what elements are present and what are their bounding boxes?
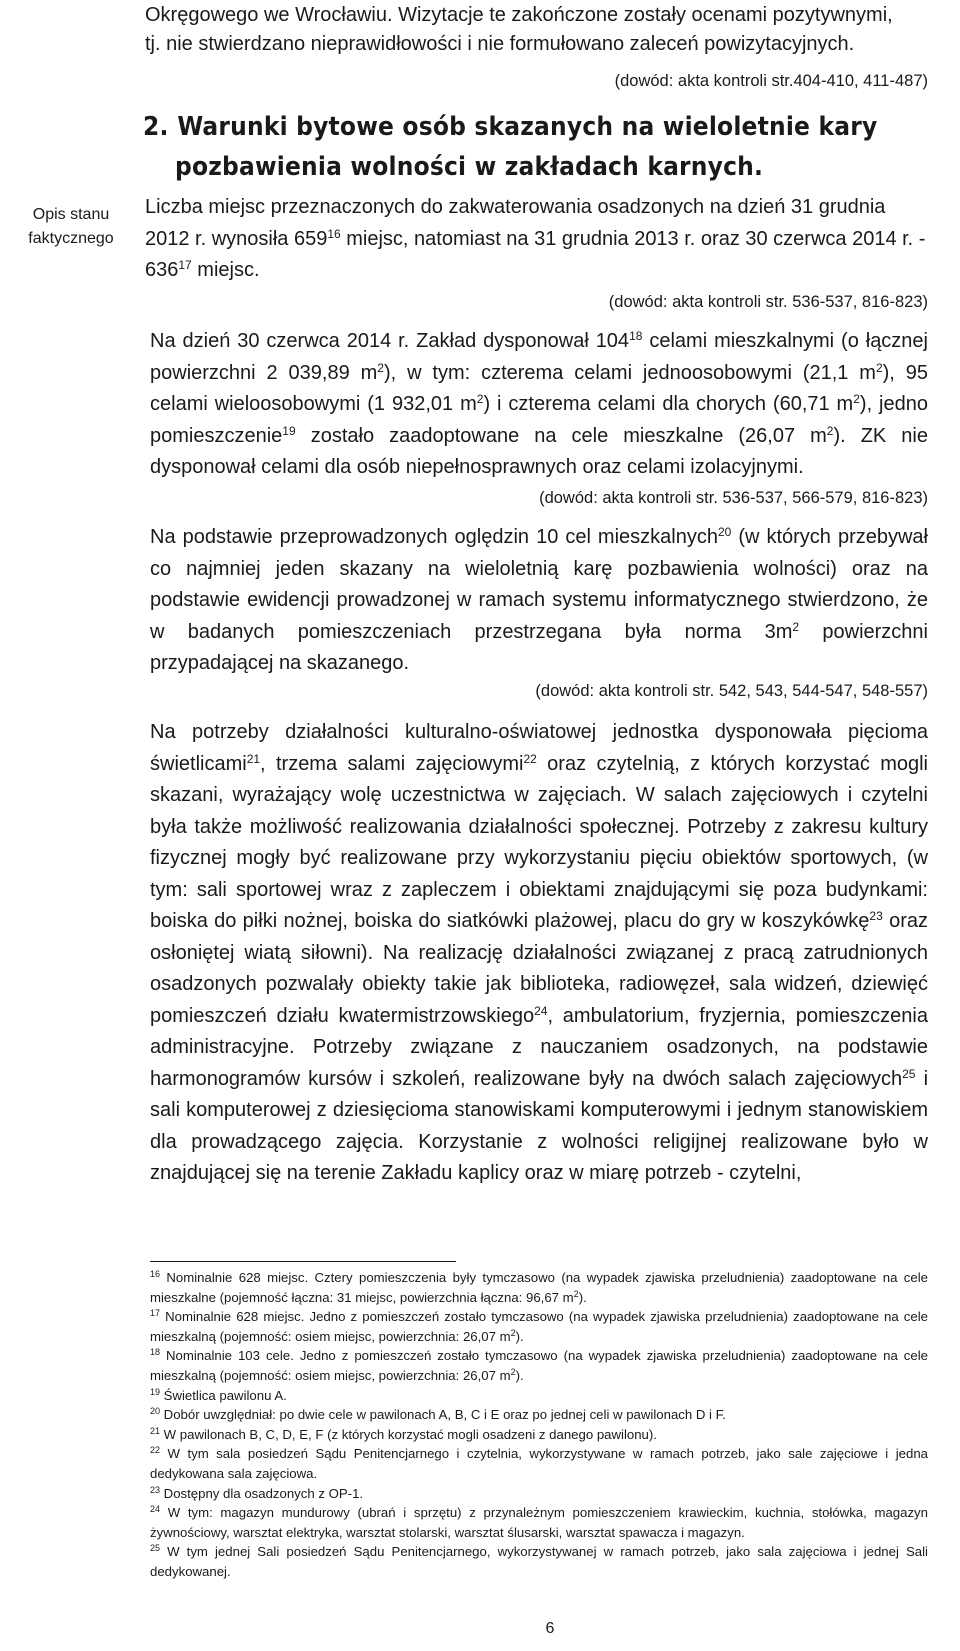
footnote-tail: ). xyxy=(578,1289,587,1305)
footnote-text: Dostępny dla osadzonych z OP-1. xyxy=(160,1485,364,1501)
footnote xyxy=(150,1444,928,1483)
p2-text-6: ), jedno pomieszczenie xyxy=(150,393,928,447)
intro-line-1: Okręgowego we Wrocławiu. Wizytacje te zakończone zostały ocenami pozytywnymi, xyxy=(145,4,893,26)
footnote xyxy=(150,1346,928,1385)
p4-text-2: , trzema salami zajęciowymi xyxy=(260,752,524,775)
p2-text-5: ) i czterema celami dla chorych (60,71 m xyxy=(483,393,854,415)
superscript-2: 2 xyxy=(875,360,883,375)
footnotes xyxy=(150,1268,928,1582)
paragraph-capacity xyxy=(145,192,930,287)
p4-text-4: oraz osłoniętej wiatą siłowni). Na realizację działalności związanej z pracą zatrudnionych osadzonych pozwalały obiekty takie jak biblioteka, radiowęzeł, sala widzeń, dziewięć pomieszczeń działu kwatermistrzowskiego xyxy=(150,910,928,1027)
intro-source: (dowód: akta kontroli str.404-410, 411-487) xyxy=(614,72,928,90)
p2-text-1: Na dzień 30 czerwca 2014 r. Zakład dysponował 104 xyxy=(150,330,630,352)
superscript-2: 2 xyxy=(792,619,800,634)
p2-text-2: celami mieszkalnymi (o łącznej powierzchni 2 039,89 m xyxy=(150,330,928,384)
footnote-ref-24: 24 xyxy=(534,1003,548,1018)
side-label-line-1: Opis stanu xyxy=(32,206,110,223)
footnote-number: 17 xyxy=(150,1308,161,1319)
footnote xyxy=(150,1503,928,1542)
p1-text-1: Liczba miejsc przeznaczonych do zakwaterowania osadzonych na dzień 31 grudnia 2012 r. wynosiła 659 xyxy=(145,196,886,250)
footnote-text: W tym jednej Sali posiedzeń Sądu Penitencjarnego, wykorzystywanej w ramach potrzeb, jako sala zajęciowa i jednej Sali dedykowanej. xyxy=(150,1544,928,1579)
section-title-line-1: Warunki bytowe osób skazanych na wieloletnie kary xyxy=(177,112,878,142)
footnote-text: Nominalnie 103 cele. Jedno z pomieszczeń zostało tymczasowo (na wypadek zjawiska przeludnienia) zaadoptowane na cele mieszkalną (pojemność: osiem miejsc, powierzchnia: 26,07 m xyxy=(150,1348,928,1383)
footnote-ref-16: 16 xyxy=(327,226,341,241)
p4-text-5: , ambulatorium, fryzjernia, pomieszczenia administracyjne. Potrzeby związane z nauczaniem osadzonych, na podstawie harmonogramów kursów i szkoleń, realizowane były na dwóch salach zajęciowych xyxy=(150,1004,928,1090)
superscript-2: 2 xyxy=(510,1366,516,1377)
footnote-number: 21 xyxy=(150,1425,161,1436)
superscript-2: 2 xyxy=(377,360,384,375)
footnote-tail: ). xyxy=(515,1328,524,1344)
paragraph-cultural xyxy=(150,717,928,1190)
footnote xyxy=(150,1542,928,1581)
footnote-separator xyxy=(150,1261,456,1262)
p4-text-1: Na potrzeby działalności kulturalno-oświatowej jednostka dysponowała pięcioma świetlicami xyxy=(150,721,928,775)
superscript-2: 2 xyxy=(510,1327,516,1338)
footnote-ref-18: 18 xyxy=(629,329,643,343)
p3-text-2: (w których przebywał co najmniej jeden skazany na wieloletnią karę pozbawienia wolności) oraz na podstawie ewidencji prowadzonej w ramach systemu informatycznego stwierdzono, że w badanych pomieszczeniach przestrzegana była norma 3m xyxy=(150,526,928,643)
footnote xyxy=(150,1405,928,1425)
footnote-text: Dobór uwzględniał: po dwie cele w pawilonach A, B, C i E oraz po jednej celi w pawilonach D i F. xyxy=(160,1407,726,1423)
footnote-number: 25 xyxy=(150,1543,161,1554)
footnote-number: 22 xyxy=(150,1445,161,1456)
superscript-2: 2 xyxy=(573,1288,579,1299)
p2-text-3: ), w tym: czterema celami jednoosobowymi (21,1 m xyxy=(383,361,876,384)
footnote-number: 19 xyxy=(150,1386,161,1397)
section-number: 2. xyxy=(143,112,169,142)
section-title-line-2: pozbawienia wolności w zakładach karnych. xyxy=(175,152,764,182)
footnote-number: 20 xyxy=(150,1406,161,1417)
footnote-ref-20: 20 xyxy=(717,525,732,539)
footnote-ref-22: 22 xyxy=(523,751,537,766)
p2-source: (dowód: akta kontroli str. 536-537, 566-579, 816-823) xyxy=(539,489,928,507)
p2-text-4: ), 95 celami wieloosobowymi (1 932,01 m xyxy=(150,361,929,415)
superscript-2: 2 xyxy=(853,392,860,406)
footnote xyxy=(150,1484,928,1504)
p3-source: (dowód: akta kontroli str. 542, 543, 544-547, 548-557) xyxy=(535,682,928,700)
footnote-ref-25: 25 xyxy=(902,1066,916,1081)
footnote-ref-17: 17 xyxy=(178,258,192,272)
p4-text-3: oraz czytelnią, z których korzystać mogli skazani, wyrażający wolę uczestnictwa w zajęciach. W salach zajęciowych i czytelni była także możliwość realizowania działalności społecznej. Potrzeby z zakresu kultury fizycznej mogły być realizowane przy wykorzystaniu pięciu obiektów sportowych, (w tym: sali sportowej wraz z zapleczem i obiektami znajdującymi się poza budynkami: boiska do piłki nożnej, boiska do siatkówki plażowej, placu do gry w koszykówkę xyxy=(150,752,928,932)
footnote-number: 24 xyxy=(150,1504,161,1515)
paragraph-inspection xyxy=(150,522,928,680)
side-label xyxy=(0,203,142,251)
p1-source: (dowód: akta kontroli str. 536-537, 816-823) xyxy=(608,293,928,311)
superscript-2: 2 xyxy=(476,392,484,406)
side-label-line-2: faktycznego xyxy=(28,230,114,247)
footnote xyxy=(150,1425,928,1445)
footnote-text: W tym: magazyn mundurowy (ubrań i sprzętu) z przynależnym pomieszczeniem krawieckim, kuchnia, stołówka, magazyn żywnościowy, warsztat elektryka, warsztat stolarski, warsztat ślusarski, warsztat spawacza i magazyn. xyxy=(150,1505,928,1540)
footnote-number: 18 xyxy=(150,1347,161,1358)
p3-text-3: powierzchni przypadającej na skazanego. xyxy=(150,620,928,674)
superscript-2: 2 xyxy=(826,423,834,438)
page-number: 6 xyxy=(545,1620,555,1637)
footnote-text: W tym sala posiedzeń Sądu Penitencjarnego i czytelnia, wykorzystywane w ramach potrzeb, jako sale zajęciowe i jedna dedykowana sala zajęciowa. xyxy=(150,1446,928,1481)
p3-text-1: Na podstawie przeprowadzonych oględzin 10 cel mieszkalnych xyxy=(150,526,718,548)
intro-line-2: tj. nie stwierdzano nieprawidłowości i nie formułowano zaleceń powizytacyjnych. xyxy=(145,33,855,55)
footnote-text: Świetlica pawilonu A. xyxy=(160,1387,287,1403)
p1-text-3: miejsc. xyxy=(191,259,260,281)
footnote xyxy=(150,1268,928,1307)
section-heading xyxy=(143,107,933,187)
footnote xyxy=(150,1307,928,1346)
p1-text-2: miejsc, natomiast na 31 grudnia 2013 r. oraz 30 czerwca 2014 r. - 636 xyxy=(145,227,926,281)
footnote-tail: ). xyxy=(515,1367,524,1383)
footnote-text: Nominalnie 628 miejsc. Cztery pomieszczenia były tymczasowo (na wypadek zjawiska przeludnienia) zaadoptowane na cele mieszkalne (pojemność łączna: 31 miejsc, powierzchnia łączna: 96,67 m xyxy=(150,1270,928,1305)
footnote xyxy=(150,1386,928,1406)
footnote-ref-19: 19 xyxy=(282,423,296,438)
paragraph-cells xyxy=(150,326,928,484)
footnote-text: Nominalnie 628 miejsc. Jedno z pomieszczeń zostało tymczasowo (na wypadek zjawiska przeludnienia) zaadoptowane na cele mieszkalną (pojemność: osiem miejsc, powierzchnia: 26,07 m xyxy=(150,1309,928,1344)
footnote-number: 16 xyxy=(150,1269,161,1279)
p4-text-6: i sali komputerowej z dziesięcioma stanowiskami komputerowymi i jednym stanowiskiem dla prowadzącego zajęcia. Korzystanie z wolności religijnej realizowane było w znajdującej się na terenie Zakładu kaplicy oraz w miarę potrzeb - czytelni, xyxy=(150,1067,929,1184)
footnote-number: 23 xyxy=(150,1484,161,1495)
footnote-ref-21: 21 xyxy=(246,751,261,766)
footnote-ref-23: 23 xyxy=(869,909,883,923)
p2-text-7: zostało zaadoptowane na cele mieszkalne (26,07 m xyxy=(295,424,827,447)
footnote-text: W pawilonach B, C, D, E, F (z których korzystać mogli osadzeni z danego pawilonu). xyxy=(160,1426,657,1442)
p2-text-8: ). ZK nie dysponował celami dla osób niepełnosprawnych oraz celami izolacyjnymi. xyxy=(150,424,928,478)
